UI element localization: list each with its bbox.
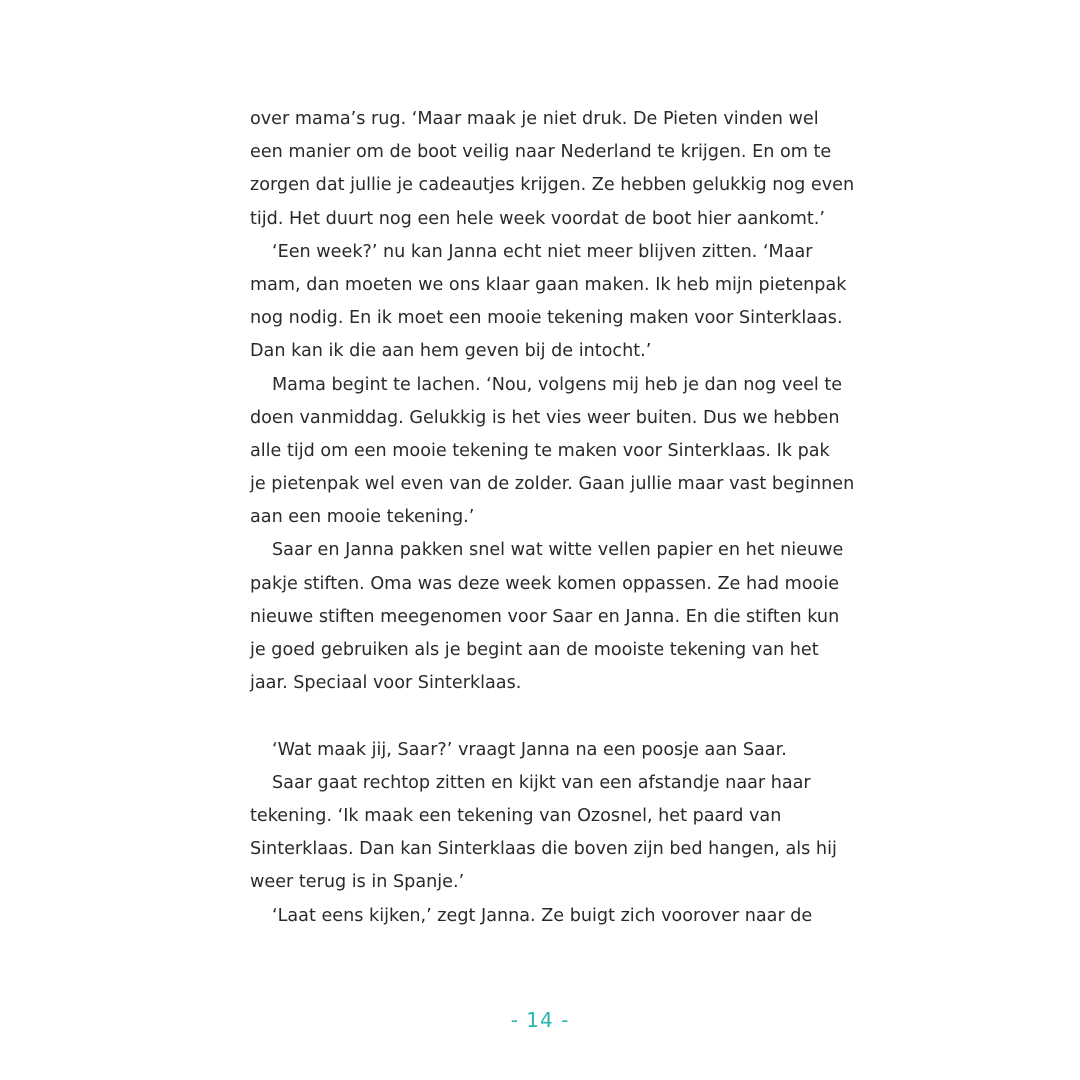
text-line: alle tijd om een mooie tekening te maken voor Sinterklaas. Ik pak xyxy=(250,440,830,461)
text-line: aan een mooie tekening.’ xyxy=(250,507,475,528)
text-line: pakje stiften. Oma was deze week komen oppassen. Ze had mooie xyxy=(250,573,840,594)
paragraph-break xyxy=(250,700,870,733)
text-line: jaar. Speciaal voor Sinterklaas. xyxy=(250,673,522,694)
text-line: weer terug is in Spanje.’ xyxy=(250,872,465,893)
page-number: - 14 - xyxy=(510,1008,570,1032)
text-line: ‘Wat maak jij, Saar?’ vraagt Janna na een poosje aan Saar. xyxy=(272,739,787,760)
text-line: Dan kan ik die aan hem geven bij de intocht.’ xyxy=(250,341,652,362)
text-line: mam, dan moeten we ons klaar gaan maken. Ik heb mijn pietenpak xyxy=(250,274,847,295)
text-line: zorgen dat jullie je cadeautjes krijgen. Ze hebben gelukkig nog even xyxy=(250,175,855,196)
text-line: Saar gaat rechtop zitten en kijkt van een afstandje naar haar xyxy=(272,772,811,793)
text-line: over mama’s rug. ‘Maar maak je niet druk. De Pieten vinden wel xyxy=(250,109,819,129)
text-line: nieuwe stiften meegenomen voor Saar en Janna. En die stiften kun xyxy=(250,606,840,627)
text-line: Sinterklaas. Dan kan Sinterklaas die boven zijn bed hangen, als hij xyxy=(250,839,837,860)
body-text xyxy=(250,103,870,933)
text-line: ‘Laat eens kijken,’ zegt Janna. Ze buigt zich voorover naar de xyxy=(272,905,813,926)
text-line: ‘Een week?’ nu kan Janna echt niet meer blijven zitten. ‘Maar xyxy=(272,241,813,262)
text-line: een manier om de boot veilig naar Nederland te krijgen. En om te xyxy=(250,142,832,163)
text-line: tekening. ‘Ik maak een tekening van Ozosnel, het paard van xyxy=(250,805,782,826)
text-line: je goed gebruiken als je begint aan de mooiste tekening van het xyxy=(250,640,819,660)
text-line: tijd. Het duurt nog een hele week voordat de boot hier aankomt.’ xyxy=(250,208,825,229)
text-line: Mama begint te lachen. ‘Nou, volgens mij heb je dan nog veel te xyxy=(272,374,843,395)
text-line: Saar en Janna pakken snel wat witte vellen papier en het nieuwe xyxy=(272,540,844,561)
text-line: doen vanmiddag. Gelukkig is het vies weer buiten. Dus we hebben xyxy=(250,407,840,428)
text-line: je pietenpak wel even van de zolder. Gaan jullie maar vast beginnen xyxy=(250,474,855,495)
text-line: nog nodig. En ik moet een mooie tekening maken voor Sinterklaas. xyxy=(250,308,843,329)
